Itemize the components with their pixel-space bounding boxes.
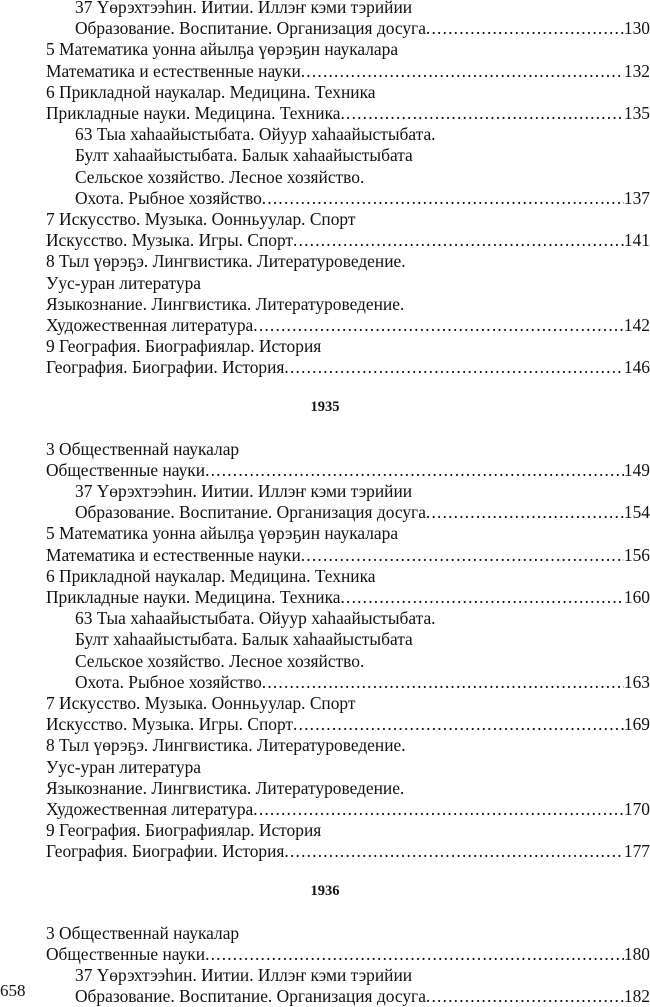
toc-heading-line: Языкознание. Лингвистика. Литературоведение. bbox=[46, 294, 405, 314]
entry-page-number: 170 bbox=[623, 799, 650, 819]
toc-heading-line: Булт хаһаайыстыбата. Балык хаһаайыстыбата bbox=[75, 145, 413, 165]
toc-heading-line: 6 Прикладной наукалар. Медицина. Техника bbox=[46, 82, 376, 102]
entry-title: Прикладные науки. Медицина. Техника bbox=[46, 587, 341, 607]
toc-entry bbox=[46, 714, 650, 735]
entry-title: География. Биографии. История bbox=[46, 357, 285, 377]
toc-entry bbox=[46, 799, 650, 820]
dot-leader bbox=[253, 799, 624, 820]
toc-entry bbox=[46, 587, 650, 608]
toc-heading-line: Уус-уран литература bbox=[46, 273, 202, 293]
dot-leader bbox=[253, 315, 624, 336]
entry-title: Прикладные науки. Медицина. Техника bbox=[46, 103, 341, 123]
entry-title: Искусство. Музыка. Игры. Спорт bbox=[46, 714, 294, 734]
toc-heading-line: 8 Тыл үөрэҕэ. Лингвистика. Литературоведение. bbox=[46, 251, 406, 271]
dot-leader bbox=[262, 672, 624, 693]
entry-title: Образование. Воспитание. Организация досуга bbox=[75, 986, 426, 1006]
section-year-heading: 1936 bbox=[310, 882, 340, 899]
toc-entry bbox=[75, 188, 650, 209]
toc-heading-line: 5 Математика уонна айылҕа үөрэҕин наукалара bbox=[46, 523, 399, 543]
entry-page-number: 141 bbox=[623, 230, 650, 250]
entry-page-number: 180 bbox=[623, 944, 650, 964]
toc-entry bbox=[46, 545, 650, 566]
entry-title: Охота. Рыбное хозяйство bbox=[75, 188, 262, 208]
dot-leader bbox=[340, 587, 623, 608]
toc-entry bbox=[75, 986, 650, 1007]
toc-entry bbox=[75, 502, 650, 523]
dot-leader bbox=[426, 18, 624, 39]
entry-page-number: 130 bbox=[623, 18, 650, 38]
entry-page-number: 182 bbox=[623, 986, 650, 1006]
entry-title: Общественные науки bbox=[46, 944, 206, 964]
dot-leader bbox=[426, 986, 624, 1007]
entry-title: Художественная литература bbox=[46, 799, 254, 819]
entry-title: Художественная литература bbox=[46, 315, 254, 335]
entry-title: Образование. Воспитание. Организация досуга bbox=[75, 18, 426, 38]
toc-heading-line: 9 География. Биографиялар. История bbox=[46, 820, 322, 840]
dot-leader bbox=[205, 460, 624, 481]
dot-leader bbox=[426, 502, 624, 523]
dot-leader bbox=[293, 714, 624, 735]
entry-page-number: 132 bbox=[623, 61, 650, 81]
dot-leader bbox=[301, 545, 624, 566]
entry-page-number: 160 bbox=[623, 587, 650, 607]
entry-page-number: 154 bbox=[623, 502, 650, 522]
toc-heading-line: Сельское хозяйство. Лесное хозяйство. bbox=[75, 167, 365, 187]
toc-heading-line: 37 Үөрэхтээһин. Иитии. Иллэҥ кэми тэрийии bbox=[75, 481, 413, 501]
toc-entry bbox=[46, 841, 650, 862]
dot-leader bbox=[301, 61, 624, 82]
entry-page-number: 156 bbox=[623, 545, 650, 565]
entry-page-number: 163 bbox=[623, 672, 650, 692]
entry-title: География. Биографии. История bbox=[46, 841, 285, 861]
toc-heading-line: 6 Прикладной наукалар. Медицина. Техника bbox=[46, 566, 376, 586]
entry-title: Искусство. Музыка. Игры. Спорт bbox=[46, 230, 294, 250]
toc-heading-line: 7 Искусство. Музыка. Оонньуулар. Спорт bbox=[46, 693, 356, 713]
entry-page-number: 142 bbox=[623, 315, 650, 335]
toc-heading-line: Сельское хозяйство. Лесное хозяйство. bbox=[75, 651, 365, 671]
toc-heading-line: Языкознание. Лингвистика. Литературоведение. bbox=[46, 778, 405, 798]
toc-heading-line: 9 География. Биографиялар. История bbox=[46, 336, 322, 356]
toc-heading-line: 37 Үөрэхтээһин. Иитии. Иллэҥ кэми тэрийии bbox=[75, 0, 413, 17]
entry-page-number: 149 bbox=[623, 460, 650, 480]
toc-entry bbox=[46, 944, 650, 965]
entry-page-number: 169 bbox=[623, 714, 650, 734]
dot-leader bbox=[293, 230, 624, 251]
dot-leader bbox=[205, 944, 624, 965]
page-number: 658 bbox=[0, 981, 26, 1000]
toc-heading-line: 8 Тыл үөрэҕэ. Лингвистика. Литературоведение. bbox=[46, 735, 406, 755]
toc-entry bbox=[46, 460, 650, 481]
section-year-heading: 1935 bbox=[310, 398, 340, 415]
entry-title: Охота. Рыбное хозяйство bbox=[75, 672, 262, 692]
toc-entry bbox=[75, 672, 650, 693]
entry-title: Образование. Воспитание. Организация досуга bbox=[75, 502, 426, 522]
toc-heading-line: 37 Үөрэхтээһин. Иитии. Иллэҥ кэми тэрийии bbox=[75, 965, 413, 985]
toc-entry bbox=[75, 18, 650, 39]
toc-entry bbox=[46, 103, 650, 124]
toc-heading-line: 7 Искусство. Музыка. Оонньуулар. Спорт bbox=[46, 209, 356, 229]
dot-leader bbox=[284, 841, 623, 862]
dot-leader bbox=[262, 188, 624, 209]
toc-heading-line: Булт хаһаайыстыбата. Балык хаһаайыстыбата bbox=[75, 629, 413, 649]
entry-title: Математика и естественные науки bbox=[46, 545, 301, 565]
toc-entry bbox=[46, 61, 650, 82]
entry-page-number: 137 bbox=[623, 188, 650, 208]
toc-entry bbox=[46, 315, 650, 336]
toc-heading-line: 5 Математика уонна айылҕа үөрэҕин наукалара bbox=[46, 39, 399, 59]
toc-heading-line: 3 Общественнай наукалар bbox=[46, 439, 240, 459]
entry-title: Общественные науки bbox=[46, 460, 206, 480]
toc-heading-line: Уус-уран литература bbox=[46, 757, 202, 777]
toc-heading-line: 63 Тыа хаһаайыстыбата. Ойуур хаһаайыстыбата. bbox=[75, 124, 436, 144]
entry-title: Математика и естественные науки bbox=[46, 61, 301, 81]
entry-page-number: 135 bbox=[623, 103, 650, 123]
dot-leader bbox=[340, 103, 623, 124]
toc-entry bbox=[46, 357, 650, 378]
entry-page-number: 146 bbox=[623, 357, 650, 377]
dot-leader bbox=[284, 357, 623, 378]
toc-entry bbox=[46, 230, 650, 251]
toc-heading-line: 3 Общественнай наукалар bbox=[46, 923, 240, 943]
entry-page-number: 177 bbox=[623, 841, 650, 861]
toc-heading-line: 63 Тыа хаһаайыстыбата. Ойуур хаһаайыстыбата. bbox=[75, 608, 436, 628]
